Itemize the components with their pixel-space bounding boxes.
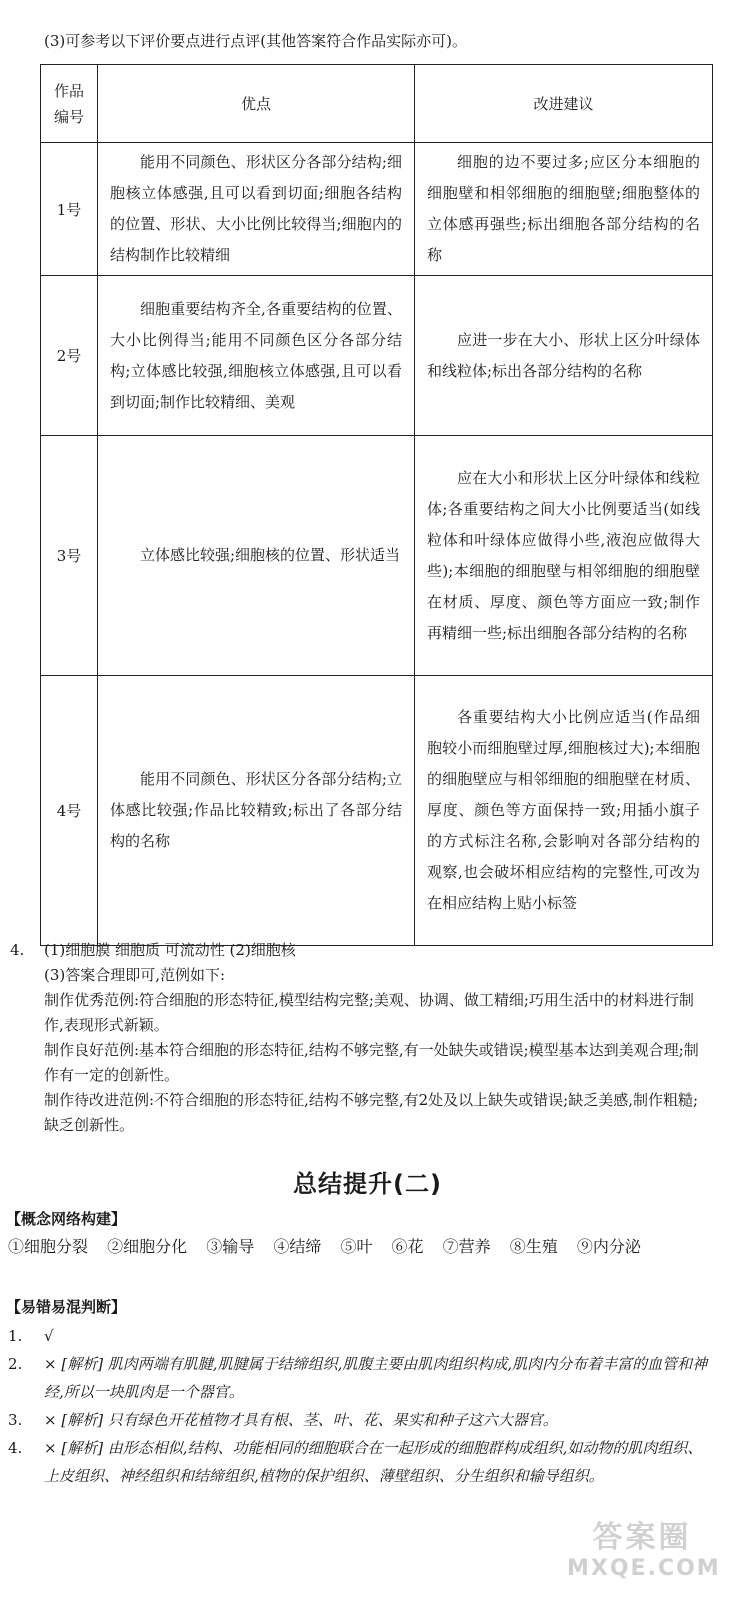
- item-text: × [解析] 由形态相似,结构、功能相同的细胞联合在一起形成的细胞群构成组织,如动物的肌肉组织、上皮组织、神经组织和结缔组织,植物的保护组织、薄壁组织、分生组织和输导组织。: [44, 1439, 703, 1485]
- watermark-text: 答案圈: [592, 1520, 692, 1555]
- suggestions-cell: [415, 436, 713, 676]
- item-number: 4.: [8, 1439, 23, 1457]
- answer-line: (1)细胞膜 细胞质 可流动性 (2)细胞核: [44, 941, 296, 959]
- item-text: √: [44, 1327, 54, 1345]
- judge-list: [8, 1322, 708, 1490]
- item-text: × [解析] 只有绿色开花植物才具有根、茎、叶、花、果实和种子这六大器官。: [44, 1411, 558, 1429]
- suggestions-text: 应在大小和形状上区分叶绿体和线粒体;各重要结构之间大小比例要适当(如线粒体和叶绿体应做得小些,液泡应做得大些);本细胞的细胞壁与相邻细胞的细胞壁在材质、厚度、颜色等方面应一致;制作再精细一些;标出细胞各部分结构的名称: [427, 468, 700, 642]
- list-item: [8, 1406, 708, 1434]
- evaluation-intro: (3)可参考以下评价要点进行点评(其他答案符合作品实际亦可)。: [44, 32, 467, 50]
- header-merits: 优点: [98, 65, 415, 143]
- question-number: 4.: [10, 941, 25, 959]
- table-row: [41, 143, 713, 276]
- merits-cell: [98, 276, 415, 436]
- merits-text: 能用不同颜色、形状区分各部分结构;细胞核立体感强,且可以看到切面;细胞各结构的位置、形状、大小比例比较得当;细胞内的结构制作比较精细: [110, 153, 402, 264]
- merits-cell: [98, 436, 415, 676]
- list-item: [8, 1322, 708, 1350]
- question-4: [10, 938, 710, 1138]
- list-item: ③输导: [206, 1237, 255, 1256]
- merits-cell: [98, 143, 415, 276]
- table-row: [41, 436, 713, 676]
- list-item: ⑤叶: [340, 1237, 373, 1256]
- item-number: 3.: [8, 1411, 23, 1429]
- evaluation-table: [40, 64, 713, 946]
- suggestions-cell: [415, 676, 713, 946]
- work-id: 2号: [41, 276, 98, 436]
- summary-title: 总结提升(二): [293, 1170, 442, 1198]
- item-number: 2.: [8, 1355, 23, 1373]
- work-id: 4号: [41, 676, 98, 946]
- suggestions-cell: [415, 143, 713, 276]
- list-item: ⑥花: [391, 1237, 424, 1256]
- suggestions-text: 应进一步在大小、形状上区分叶绿体和线粒体;标出各部分结构的名称: [427, 330, 700, 380]
- excellent-example: 制作优秀范例:符合细胞的形态特征,模型结构完整;美观、协调、做工精细;巧用生活中的材料进行制作,表现形式新颖。: [44, 991, 694, 1034]
- suggestions-text: 细胞的边不要过多;应区分本细胞的细胞壁和相邻细胞的细胞壁;细胞整体的立体感再强些;标出细胞各部分结构的名称: [427, 153, 700, 264]
- suggestions-cell: [415, 276, 713, 436]
- watermark-logo: [567, 1512, 721, 1592]
- list-item: [8, 1434, 708, 1490]
- list-item: ①细胞分裂: [8, 1237, 89, 1256]
- merits-text: 立体感比较强;细胞核的位置、形状适当: [140, 546, 401, 564]
- improve-example: 制作待改进范例:不符合细胞的形态特征,结构不够完整,有2处及以上缺失或错误;缺乏美感,制作粗糙;缺乏创新性。: [44, 1091, 699, 1134]
- merits-text: 能用不同颜色、形状区分各部分结构;立体感比较强;作品比较精致;标出了各部分结构的名称: [110, 770, 402, 850]
- good-example: 制作良好范例:基本符合细胞的形态特征,结构不够完整,有一处缺失或错误;模型基本达到美观合理;制作有一定的创新性。: [44, 1041, 699, 1084]
- list-item: ⑨内分泌: [576, 1237, 641, 1256]
- question-4-body: [44, 938, 710, 1138]
- judge-section-tag: 【易错易混判断】: [6, 1298, 127, 1316]
- header-suggestions: 改进建议: [415, 65, 713, 143]
- header-work-number: 作品 编号: [41, 65, 98, 143]
- list-item: ⑧生殖: [509, 1237, 558, 1256]
- work-id: 1号: [41, 143, 98, 276]
- table-header-row: [41, 65, 713, 143]
- work-id: 3号: [41, 436, 98, 676]
- answer-line: (3)答案合理即可,范例如下:: [44, 966, 226, 984]
- concept-list: [8, 1233, 708, 1261]
- item-text: × [解析] 肌肉两端有肌腱,肌腱属于结缔组织,肌腹主要由肌肉组织构成,肌肉内分布着丰富的血管和神经,所以一块肌肉是一个器官。: [44, 1355, 708, 1401]
- list-item: ⑦营养: [442, 1237, 491, 1256]
- concept-section-tag: 【概念网络构建】: [6, 1210, 127, 1228]
- list-item: [8, 1350, 708, 1406]
- table-row: [41, 676, 713, 946]
- list-item: ④结缔: [273, 1237, 322, 1256]
- list-item: ②细胞分化: [107, 1237, 188, 1256]
- merits-cell: [98, 676, 415, 946]
- suggestions-text: 各重要结构大小比例应适当(作品细胞较小而细胞壁过厚,细胞核过大);本细胞的细胞壁应与相邻细胞的细胞壁在材质、厚度、颜色等方面保持一致;用插小旗子的方式标注名称,会影响对各部分结构的观察,也会破坏相应结构的完整性,可改为在相应结构上贴小标签: [427, 708, 700, 912]
- item-number: 1.: [8, 1327, 23, 1345]
- watermark-url: MXQE.COM: [567, 1556, 721, 1581]
- table-row: [41, 276, 713, 436]
- merits-text: 细胞重要结构齐全,各重要结构的位置、大小比例得当;能用不同颜色区分各部分结构;立体感比较强,细胞核立体感强,且可以看到切面;制作比较精细、美观: [110, 299, 402, 411]
